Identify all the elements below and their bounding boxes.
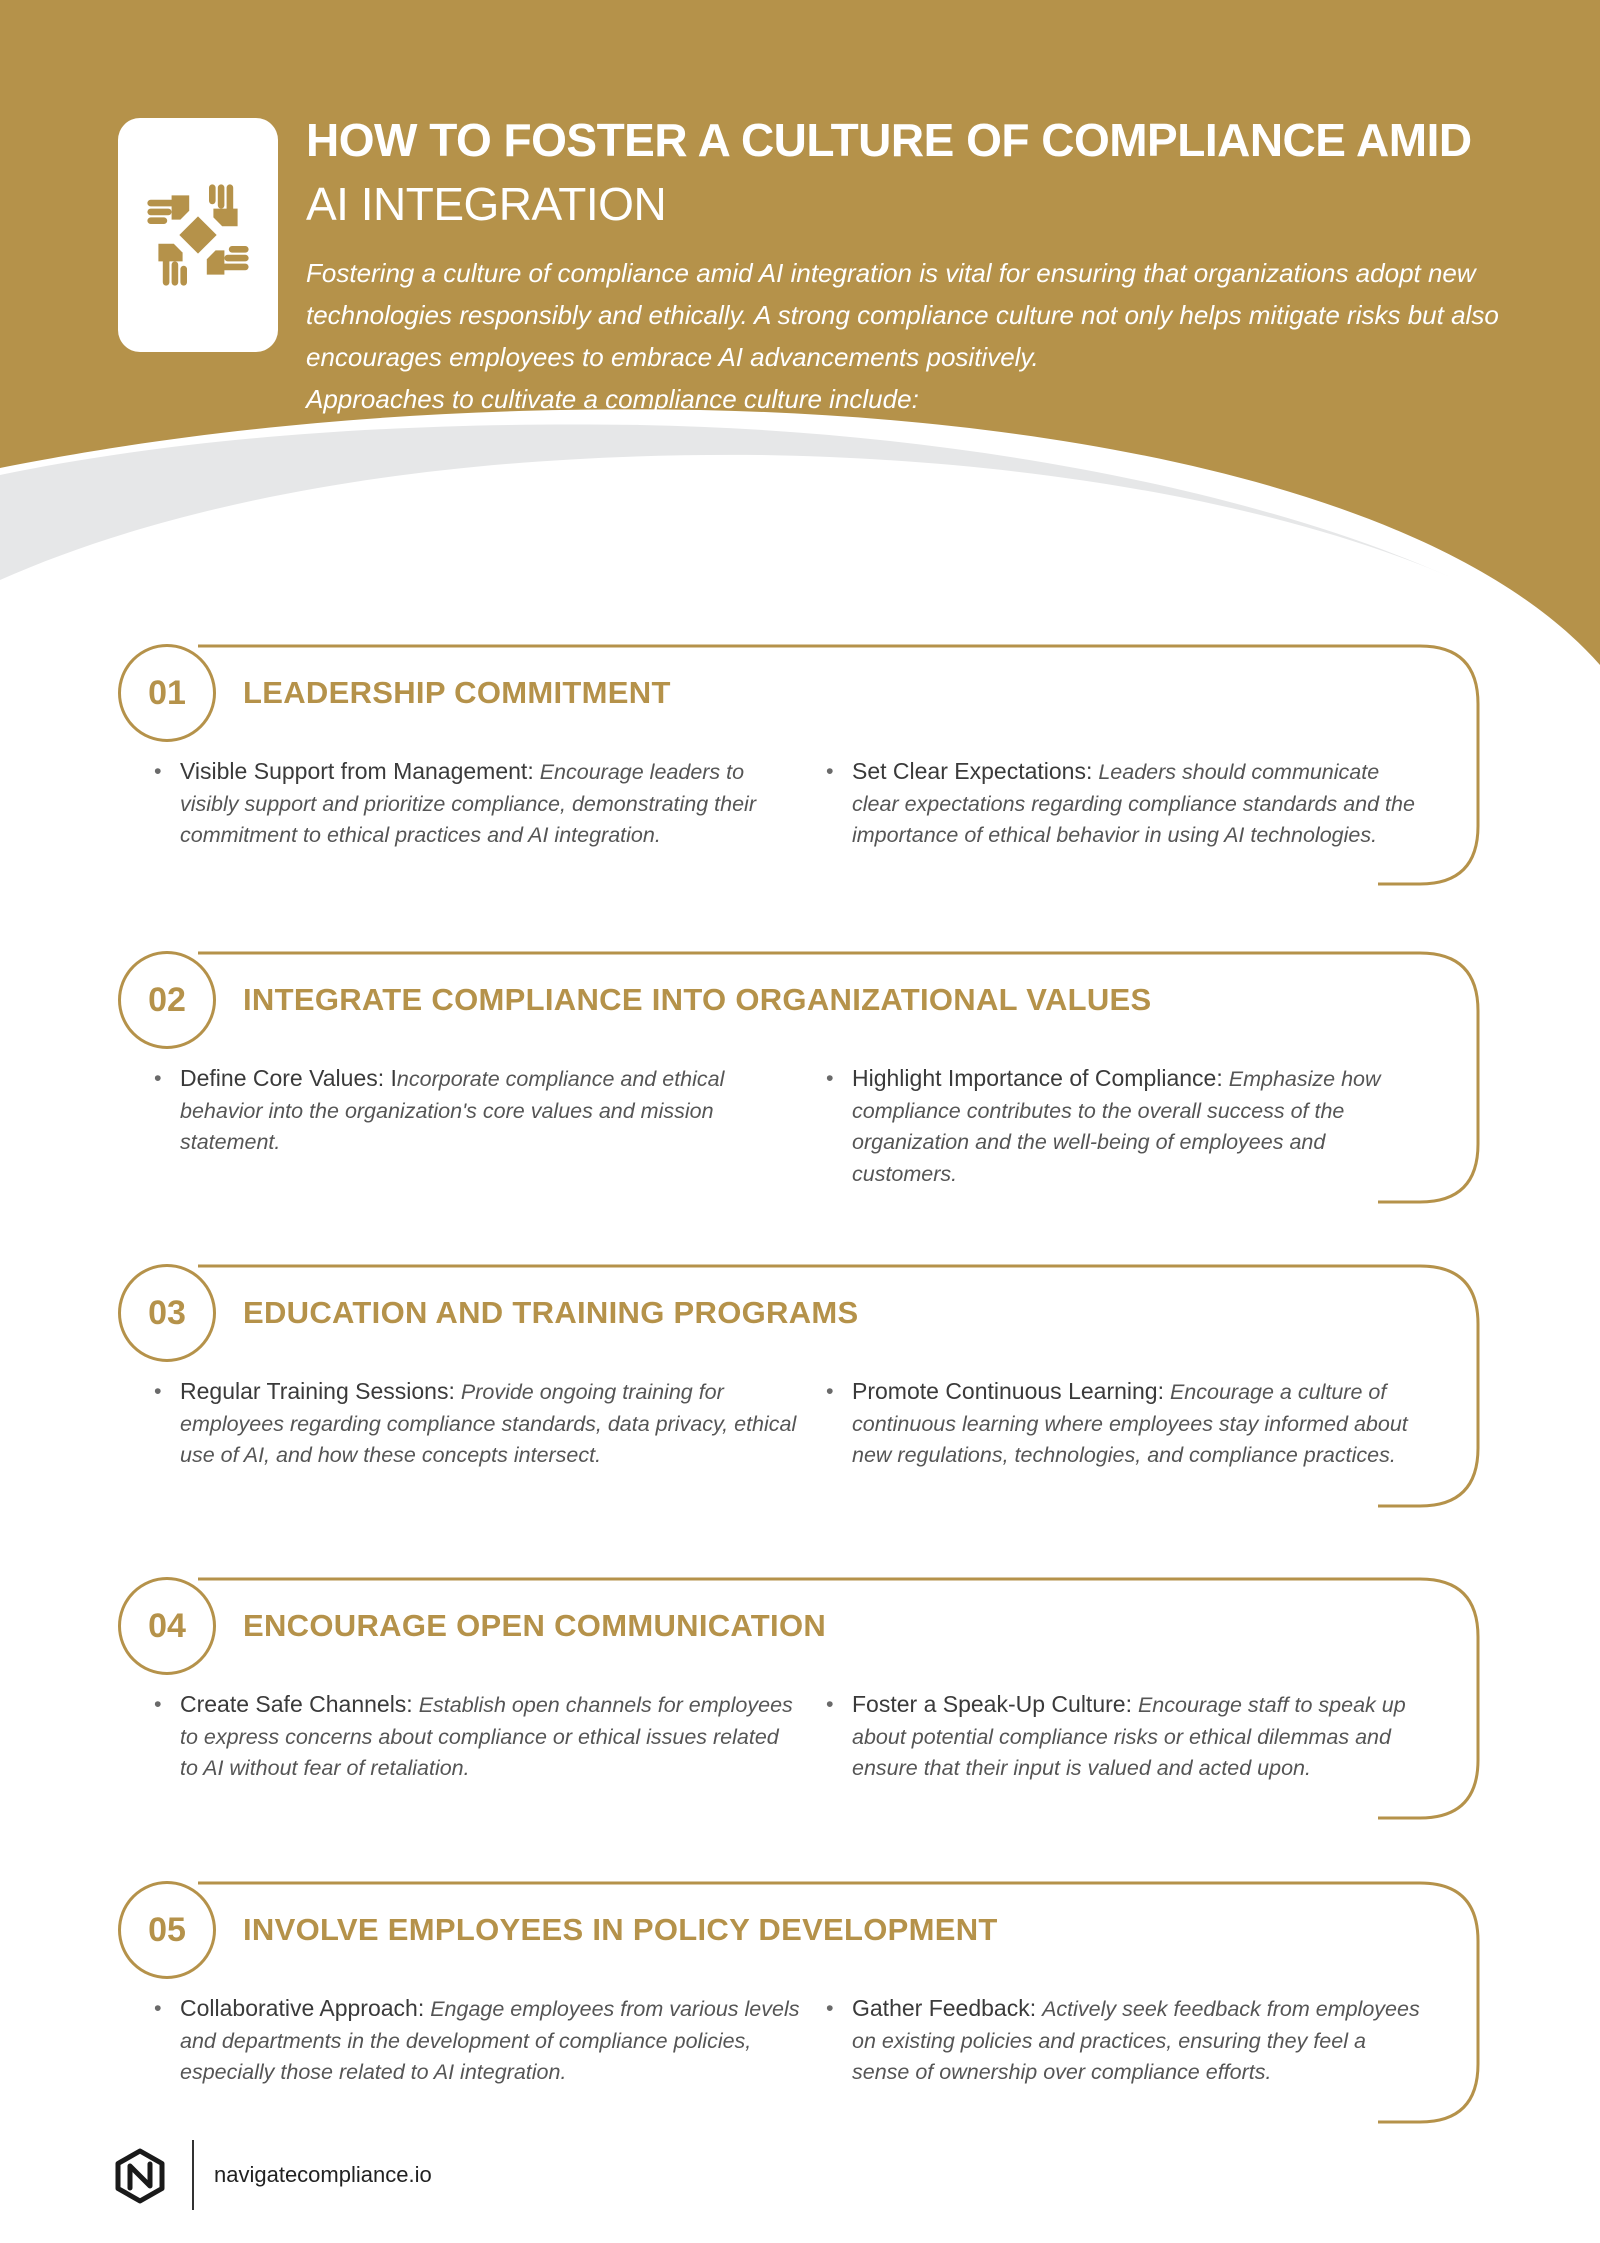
item-text: Provide ongoing training for employees regarding compliance standards, data privacy, ethical use of AI, and how these concepts intersect. xyxy=(180,1380,797,1467)
bullet-item xyxy=(826,1993,1426,2089)
item-label: Set Clear Expectations: xyxy=(852,758,1093,784)
item-text: Encourage a culture of continuous learning where employees stay informed about new regulations, technologies, and compliance practices. xyxy=(852,1380,1408,1467)
hands-icon-box xyxy=(118,118,278,352)
item-label: Create Safe Channels: xyxy=(180,1691,413,1717)
section-number: 02 xyxy=(118,951,216,1049)
item-label: Regular Training Sessions: xyxy=(180,1378,455,1404)
section-open-communication xyxy=(118,1577,1480,1820)
section-title: LEADERSHIP COMMITMENT xyxy=(243,675,671,710)
section-items xyxy=(154,756,1454,852)
section-title: INVOLVE EMPLOYEES IN POLICY DEVELOPMENT xyxy=(243,1912,998,1947)
intro-paragraph: Fostering a culture of compliance amid AI integration is vital for ensuring that organizations adopt new technologies responsibly and ethically. A strong compliance culture not only helps mitigate risks but also encourages employees to embrace AI advancements positively. xyxy=(306,258,1499,372)
section-items xyxy=(154,1376,1454,1472)
bullet-item xyxy=(154,756,826,852)
section-education-training xyxy=(118,1264,1480,1508)
section-title: EDUCATION AND TRAINING PROGRAMS xyxy=(243,1295,859,1330)
footer-website-link[interactable]: navigatecompliance.io xyxy=(214,2162,432,2187)
item-label: Highlight Importance of Compliance: xyxy=(852,1065,1223,1091)
section-title: INTEGRATE COMPLIANCE INTO ORGANIZATIONAL VALUES xyxy=(243,982,1152,1017)
bullet-item xyxy=(154,1689,826,1785)
section-number: 01 xyxy=(118,644,216,742)
item-text: Leaders should communicate clear expectations regarding compliance standards and the importance of ethical behavior in using AI technologies. xyxy=(852,760,1415,847)
section-leadership-commitment xyxy=(118,644,1480,886)
bullet-item xyxy=(154,1063,826,1190)
bullet-item xyxy=(826,1063,1426,1190)
section-number: 04 xyxy=(118,1577,216,1675)
item-label: Gather Feedback: xyxy=(852,1995,1037,2021)
section-items xyxy=(154,1689,1454,1785)
item-text: Engage employees from various levels and departments in the development of compliance policies, especially those related to AI integration. xyxy=(180,1997,800,2084)
item-text: Encourage staff to speak up about potential compliance risks or ethical dilemmas and ensure that their input is valued and acted upon. xyxy=(852,1693,1406,1780)
bullet-item xyxy=(826,1376,1426,1472)
teamwork-hands-icon xyxy=(143,180,253,290)
item-label: Foster a Speak-Up Culture: xyxy=(852,1691,1132,1717)
bullet-item xyxy=(826,1689,1426,1785)
item-label: Visible Support from Management: xyxy=(180,758,534,784)
section-involve-employees xyxy=(118,1881,1480,2124)
item-text: Establish open channels for employees to express concerns about compliance or ethical issues related to AI without fear of retaliation. xyxy=(180,1693,793,1780)
item-text: Actively seek feedback from employees on existing policies and practices, ensuring they feel a sense of ownership over compliance efforts. xyxy=(852,1997,1420,2084)
title-line-2: AI INTEGRATION xyxy=(306,178,667,230)
navigate-compliance-logo-icon xyxy=(112,2148,168,2204)
title-line-1: HOW TO FOSTER A CULTURE OF COMPLIANCE AMID xyxy=(306,114,1472,166)
item-label: Define Core Values: I xyxy=(180,1065,397,1091)
item-label: Collaborative Approach: xyxy=(180,1995,425,2021)
approaches-line: Approaches to cultivate a compliance culture include: xyxy=(306,384,919,414)
section-items xyxy=(154,1063,1454,1190)
item-text: Encourage leaders to visibly support and prioritize compliance, demonstrating their commitment to ethical practices and AI integration. xyxy=(180,760,756,847)
page-title xyxy=(306,108,1506,236)
item-text: ncorporate compliance and ethical behavior into the organization's core values and mission statement. xyxy=(180,1067,725,1154)
section-items xyxy=(154,1993,1454,2089)
intro-text xyxy=(306,252,1546,420)
item-text: Emphasize how compliance contributes to the overall success of the organization and the well-being of employees and customers. xyxy=(852,1067,1381,1186)
section-number: 05 xyxy=(118,1881,216,1979)
section-title: ENCOURAGE OPEN COMMUNICATION xyxy=(243,1608,827,1643)
section-integrate-compliance xyxy=(118,951,1480,1204)
footer-divider xyxy=(192,2140,194,2210)
section-number: 03 xyxy=(118,1264,216,1362)
bullet-item xyxy=(154,1993,826,2089)
item-label: Promote Continuous Learning: xyxy=(852,1378,1164,1404)
bullet-item xyxy=(826,756,1426,852)
bullet-item xyxy=(154,1376,826,1472)
